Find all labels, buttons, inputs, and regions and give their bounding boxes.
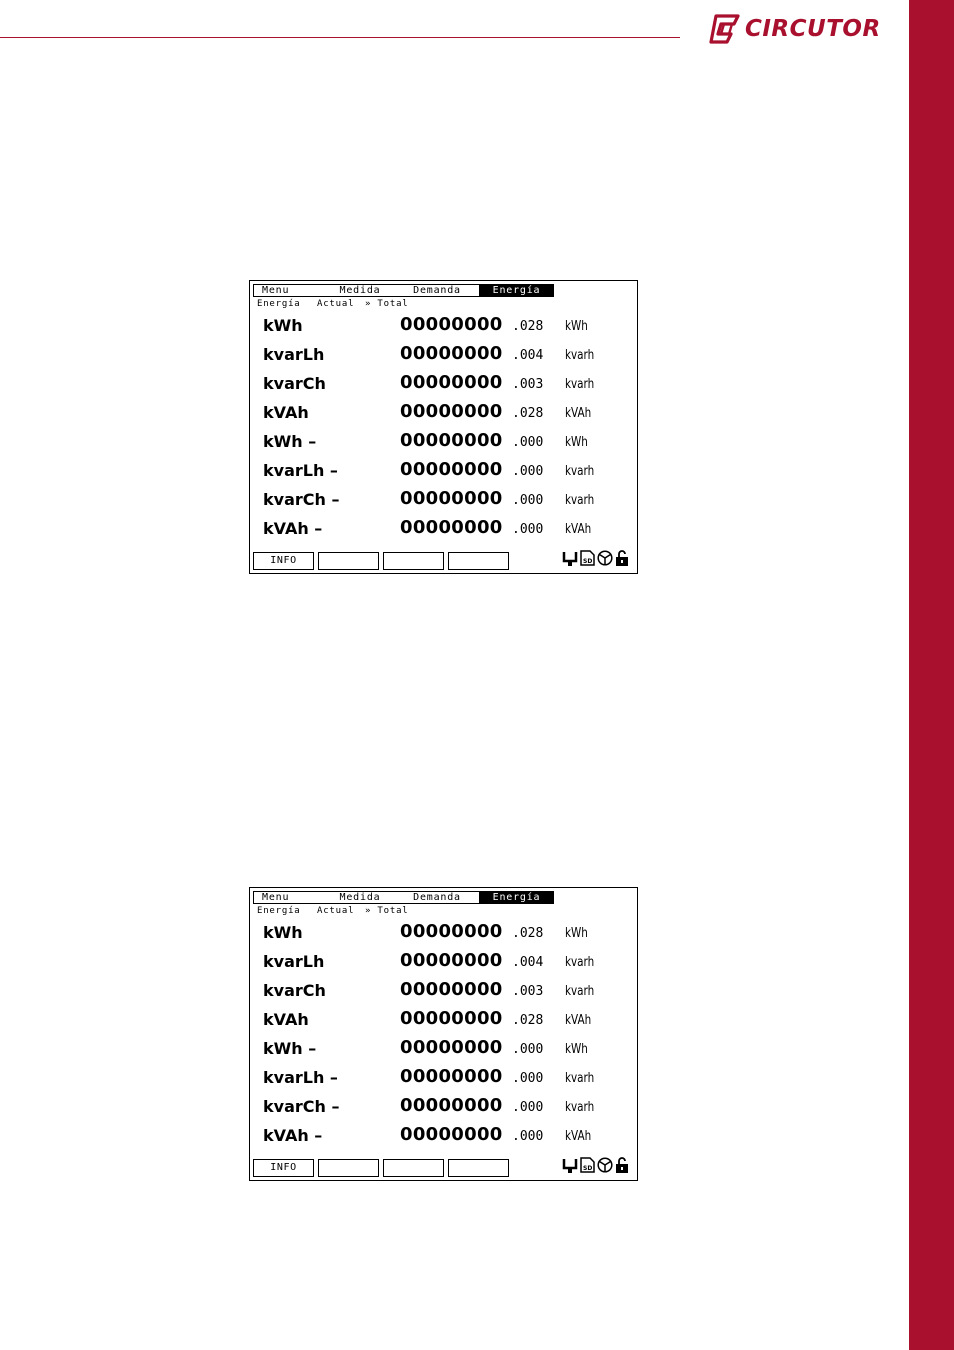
energy-unit: kVAh [565,522,592,537]
energy-label: kvarCh – [263,1097,340,1116]
energy-label: kvarCh [263,374,326,393]
energy-row [250,517,635,541]
side-color-band [909,0,954,1350]
energy-value-decimal: .000 [512,435,544,450]
energy-value-decimal: .000 [512,1129,544,1144]
energy-value-integer: 00000000 [400,1124,503,1145]
energy-unit: kvarh [565,1071,595,1086]
energy-label: kWh [263,316,303,335]
energy-value-integer: 00000000 [400,1095,503,1116]
energy-row [250,979,635,1003]
energy-unit: kvarh [565,464,595,479]
softkey-button[interactable] [383,552,444,570]
svg-text:SD: SD [583,558,593,565]
energy-row [250,401,635,425]
energy-unit: kVAh [565,1129,592,1144]
energy-value-decimal: .000 [512,1042,544,1057]
energy-value-decimal: .004 [512,348,544,363]
energy-row [250,1124,635,1148]
energy-screen-1 [249,280,638,574]
circutor-logo-icon [708,12,742,46]
status-icon-bar [562,554,629,570]
softkey-button[interactable] [383,1159,444,1177]
energy-unit: kWh [565,1042,588,1057]
status-icon-bar [562,1161,629,1177]
energy-value-decimal: .028 [512,406,544,421]
info-softkey-button[interactable]: INFO [253,552,314,570]
energy-value-integer: 00000000 [400,1066,503,1087]
energy-value-integer: 00000000 [400,921,503,942]
energy-value-decimal: .004 [512,955,544,970]
energy-unit: kWh [565,319,588,334]
energy-row [250,1095,635,1119]
energy-label: kWh – [263,1039,317,1058]
energy-value-integer: 00000000 [400,1037,503,1058]
usb-icon [562,551,578,570]
tab-energia[interactable]: Energía [479,285,554,296]
energy-row [250,1066,635,1090]
tab-demanda[interactable]: Demanda [413,285,461,296]
subtab-item[interactable]: Actual [317,299,355,309]
energy-unit: kVAh [565,406,592,421]
energy-value-decimal: .028 [512,319,544,334]
softkey-button[interactable] [318,552,379,570]
energy-value-integer: 00000000 [400,343,503,364]
softkey-button[interactable] [448,552,509,570]
tab-menu[interactable]: Menu [262,892,290,903]
energy-value-decimal: .000 [512,1071,544,1086]
energy-value-integer: 00000000 [400,372,503,393]
unlocked-padlock-icon [615,1157,629,1177]
energy-value-integer: 00000000 [400,950,503,971]
energy-row [250,372,635,396]
energy-label: kvarCh [263,981,326,1000]
tab-menu[interactable]: Menu [262,285,290,296]
energy-value-integer: 00000000 [400,488,503,509]
energy-label: kvarLh [263,345,325,364]
energy-value-decimal: .000 [512,493,544,508]
energy-row [250,430,635,454]
energy-row [250,1037,635,1061]
energy-value-integer: 00000000 [400,430,503,451]
energy-unit: kvarh [565,955,595,970]
energy-unit: kvarh [565,348,595,363]
energy-row [250,459,635,483]
energy-value-decimal: .000 [512,464,544,479]
energy-label: kWh – [263,432,317,451]
energy-label: kWh [263,923,303,942]
energy-value-integer: 00000000 [400,401,503,422]
sd-card-icon [580,550,595,570]
energy-label: kVAh [263,403,309,422]
fan-icon [597,1157,613,1177]
energy-label: kvarCh – [263,490,340,509]
tab-medida[interactable]: Medida [339,892,381,903]
circutor-logo [708,12,881,46]
energy-row [250,950,635,974]
energy-value-integer: 00000000 [400,314,503,335]
energy-label: kVAh – [263,1126,323,1145]
energy-unit: kWh [565,926,588,941]
subtab-item[interactable]: » Total [365,906,409,916]
energy-unit: kWh [565,435,588,450]
energy-label: kvarLh – [263,461,338,480]
energy-label: kvarLh [263,952,325,971]
energy-value-decimal: .003 [512,984,544,999]
energy-row [250,488,635,512]
energy-value-integer: 00000000 [400,979,503,1000]
subtab-item[interactable]: Energía [257,299,301,309]
svg-text:SD: SD [583,1165,593,1172]
subtab-item[interactable]: Actual [317,906,355,916]
energy-value-integer: 00000000 [400,459,503,480]
energy-value-integer: 00000000 [400,1008,503,1029]
softkey-button[interactable] [448,1159,509,1177]
info-softkey-button[interactable]: INFO [253,1159,314,1177]
energy-value-decimal: .000 [512,1100,544,1115]
tab-bar [253,284,554,297]
tab-medida[interactable]: Medida [339,285,381,296]
unlocked-padlock-icon [615,550,629,570]
subtab-item[interactable]: » Total [365,299,409,309]
brand-name: CIRCUTOR [745,16,881,42]
energy-value-decimal: .028 [512,1013,544,1028]
tab-demanda[interactable]: Demanda [413,892,461,903]
tab-bar [253,891,554,904]
energy-row [250,1008,635,1032]
header-rule [0,37,680,38]
energy-screen-2 [249,887,638,1181]
energy-unit: kvarh [565,984,595,999]
softkey-button[interactable] [318,1159,379,1177]
energy-unit: kvarh [565,1100,595,1115]
tab-energia[interactable]: Energía [479,892,554,903]
energy-row [250,921,635,945]
energy-unit: kvarh [565,377,595,392]
fan-icon [597,550,613,570]
energy-label: kvarLh – [263,1068,338,1087]
energy-label: kVAh – [263,519,323,538]
energy-unit: kvarh [565,493,595,508]
subtab-item[interactable]: Energía [257,906,301,916]
energy-value-decimal: .028 [512,926,544,941]
energy-value-decimal: .003 [512,377,544,392]
energy-row [250,314,635,338]
sd-card-icon [580,1157,595,1177]
energy-value-integer: 00000000 [400,517,503,538]
energy-row [250,343,635,367]
energy-unit: kVAh [565,1013,592,1028]
energy-label: kVAh [263,1010,309,1029]
energy-value-decimal: .000 [512,522,544,537]
usb-icon [562,1158,578,1177]
